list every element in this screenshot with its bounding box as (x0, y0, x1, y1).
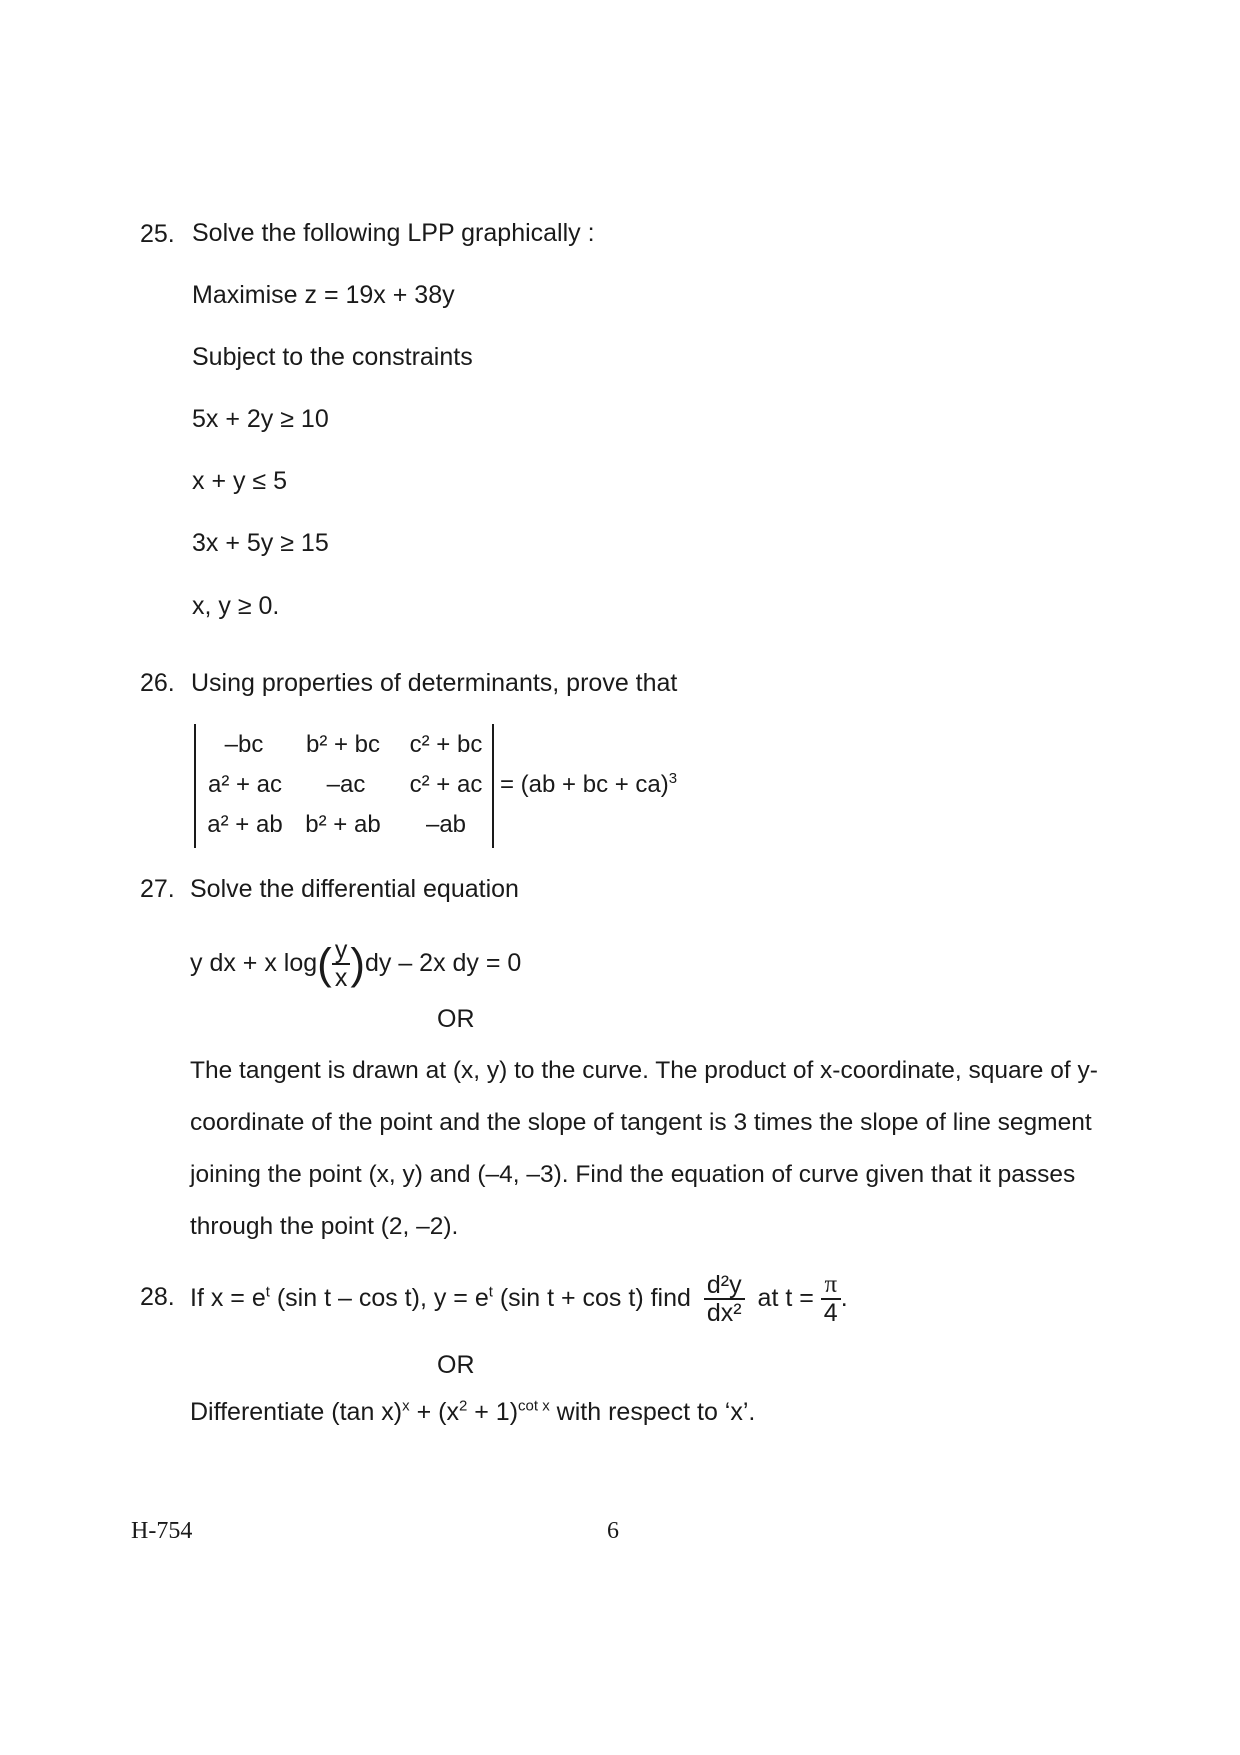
q27-number: 27. (140, 875, 175, 903)
q25-subject: Subject to the constraints (192, 343, 473, 371)
q25-objective: Maximise z = 19x + 38y (192, 281, 455, 309)
det-right-bar (492, 724, 494, 848)
pi-over-4-fraction: $\frac{\pi}{4}$ (821, 1272, 841, 1326)
q28-or: OR (437, 1351, 475, 1379)
det-r3c3: –ab (425, 811, 467, 838)
det-r1c3: c² + bc (409, 731, 483, 758)
q28-number: 28. (140, 1283, 175, 1311)
det-r3c1: a² + ab (207, 811, 283, 838)
paper-code: H-754 (131, 1518, 193, 1544)
det-r1c2: b² + bc (305, 731, 381, 758)
q25-constraint-2: x + y ≤ 5 (192, 467, 288, 495)
det-r3c2: b² + ab (305, 811, 381, 838)
q27-alt-paragraph: The tangent is drawn at (x, y) to the curve. The product of x-coordinate, square of y-coordinate of the point and the slope of tangent is 3 times the slope of line segment joining the point (x, y) and (–4, –3). Find the equation of curve given that it passes through the point (2, –2). (190, 1057, 1098, 1240)
det-rhs: = (ab + bc + ca)$^3$ (500, 770, 678, 798)
second-derivative-fraction: $\frac{\text{d²y}}{\text{dx²}}$ (704, 1272, 745, 1326)
q25-number: 25. (140, 220, 175, 248)
det-r2c3: c² + ac (409, 771, 483, 798)
q28-question: If $x = e^t$ (sin t – cos t), $y = e^t$ (sin t + cos t) find $\frac{\text{d²y}}{\text{dx²}}$ at t = $\frac{\pi}{4}$ . (190, 1271, 848, 1328)
q25-constraint-3: 3x + 5y ≥ 15 (192, 529, 329, 557)
q25-constraint-4: x, y ≥ 0. (192, 592, 280, 620)
q26-number: 26. (140, 669, 175, 697)
q25-title: Solve the following LPP graphically : (192, 219, 595, 247)
q26-text: Using properties of determinants, prove that (191, 669, 678, 697)
det-r2c2: –ac (326, 771, 366, 798)
q27-equation: y dx + x log( $\frac{y}{x}$ )dy – 2x dy = 0 (190, 936, 522, 993)
q27-or: OR (437, 1005, 475, 1033)
q25-constraint-1: 5x + 2y ≥ 10 (192, 405, 329, 433)
page-number: 6 (607, 1518, 619, 1544)
q28-alt: Differentiate (tan $x)^x + (x^2 + 1)^{cot x}$ with respect to ‘x’. (190, 1397, 756, 1426)
q27-text: Solve the differential equation (190, 875, 519, 903)
det-r2c1: a² + ac (207, 771, 283, 798)
y-over-x-fraction: $\frac{y}{x}$ (332, 937, 351, 991)
det-left-bar (194, 724, 196, 848)
det-r1c1: –bc (224, 731, 264, 758)
